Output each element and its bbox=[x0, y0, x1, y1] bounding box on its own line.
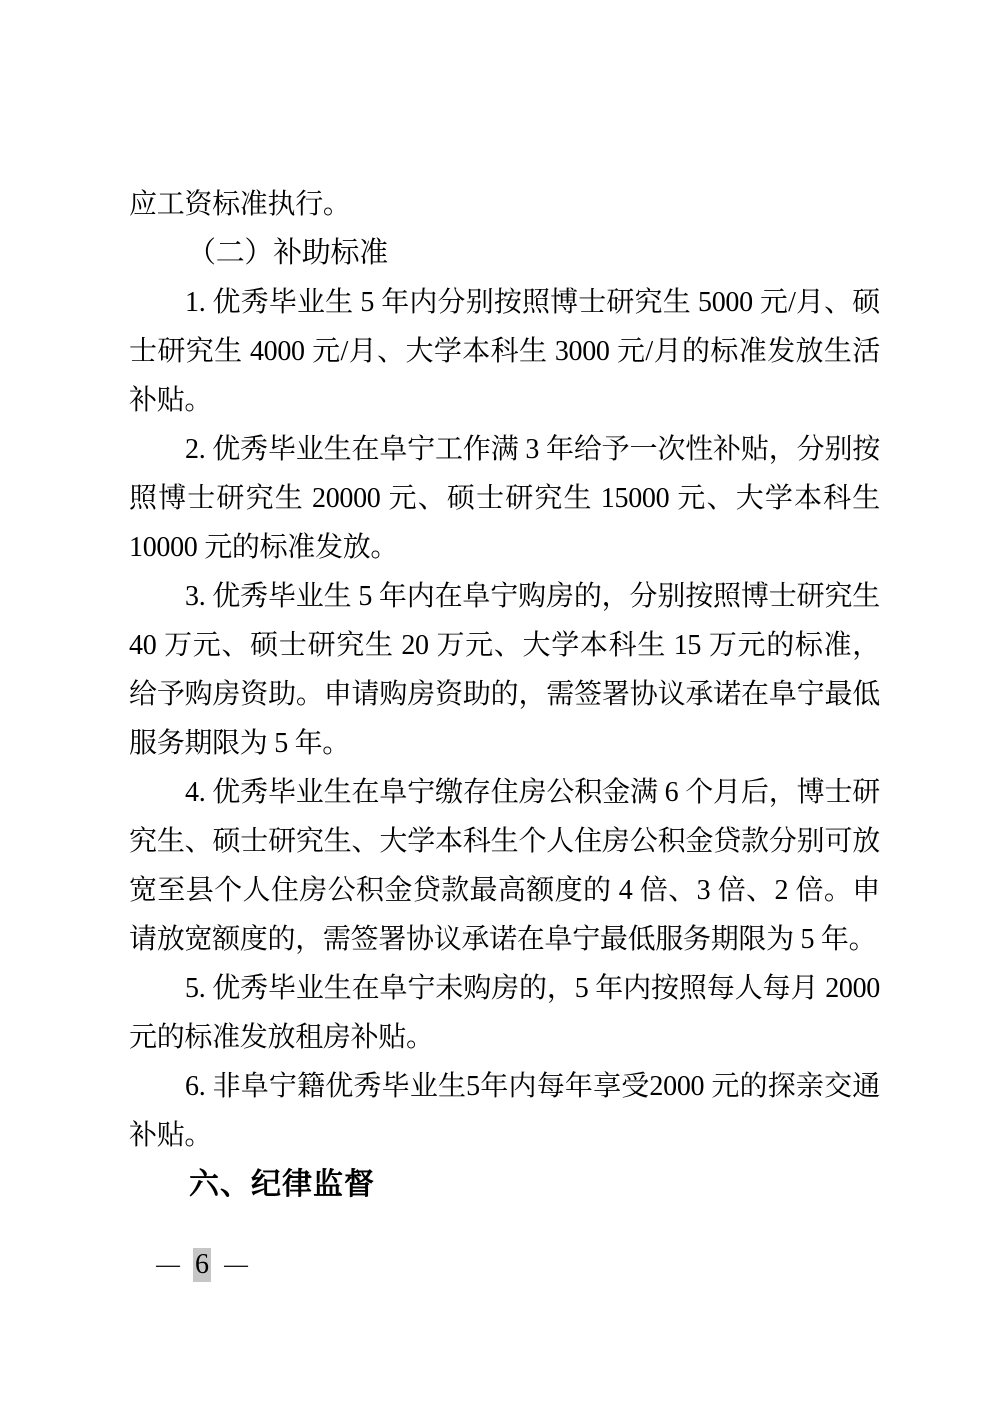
chapter-heading: 六、纪律监督 bbox=[189, 1168, 375, 1201]
document-body bbox=[129, 180, 880, 1209]
page-number: 6 bbox=[195, 1249, 209, 1280]
list-item-2: 2. 优秀毕业生在阜宁工作满 3 年给予一次性补贴，分别按照博士研究生 20000 元、硕士研究生 15000 元、大学本科生 10000 元的标准发放。 bbox=[129, 434, 880, 563]
page-footer bbox=[154, 1248, 250, 1282]
footer-dash-left: — bbox=[156, 1249, 180, 1280]
footer-dash-right: — bbox=[224, 1249, 248, 1280]
list-item-3: 3. 优秀毕业生 5 年内在阜宁购房的，分别按照博士研究生 40 万元、硕士研究生 20 万元、大学本科生 15 万元的标准，给予购房资助。申请购房资助的，需签署协议承诺在阜宁最低服务期限为 5 年。 bbox=[129, 581, 880, 759]
list-item-1: 1. 优秀毕业生 5 年内分别按照博士研究生 5000 元/月、硕士研究生 4000 元/月、大学本科生 3000 元/月的标准发放生活补贴。 bbox=[129, 287, 880, 416]
paragraph-continuation: 应工资标准执行。 bbox=[129, 189, 351, 220]
list-item-4: 4. 优秀毕业生在阜宁缴存住房公积金满 6 个月后，博士研究生、硕士研究生、大学本科生个人住房公积金贷款分别可放宽至县个人住房公积金贷款最高额度的 4 倍、3 倍、2 倍。申请放宽额度的，需签署协议承诺在阜宁最低服务期限为 5 年。 bbox=[129, 777, 880, 955]
section-heading: （二）补助标准 bbox=[187, 237, 388, 269]
list-item-5: 5. 优秀毕业生在阜宁未购房的，5 年内按照每人每月 2000 元的标准发放租房补贴。 bbox=[129, 973, 880, 1053]
list-item-6: 6. 非阜宁籍优秀毕业生5年内每年享受2000 元的探亲交通补贴。 bbox=[129, 1071, 880, 1151]
